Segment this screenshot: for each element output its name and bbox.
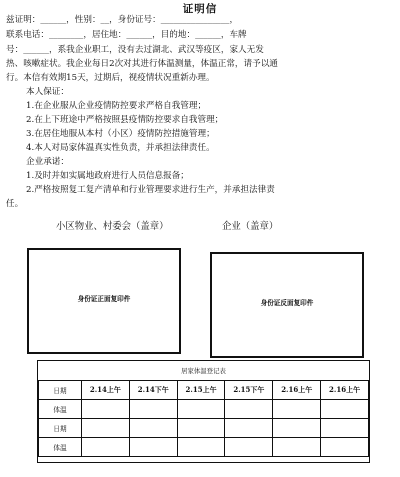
- empty-cell: [225, 400, 273, 419]
- company-seal-label: 企业（盖章）: [222, 221, 279, 232]
- empty-cell: [82, 400, 130, 419]
- row-label-date: 日期: [39, 381, 82, 400]
- empty-cell: [321, 438, 369, 457]
- table-row: [39, 381, 369, 400]
- empty-cell: [225, 419, 273, 438]
- body-line-5: 行。本信有效期15天，过期后，视疫情状况重新办理。: [6, 73, 215, 83]
- date-cell: 2.14上午: [82, 381, 130, 400]
- community-seal-label: 小区物业、村委会（盖章）: [56, 221, 169, 232]
- document-title: 证明信: [182, 3, 218, 15]
- temperature-grid: [38, 380, 369, 457]
- body-line-2: 联系电话：________，居住地：______，目的地：______，车牌: [6, 30, 247, 40]
- guarantee-item-3: 3.在居住地服从本村（小区）疫情防控措施管理；: [26, 129, 215, 139]
- empty-cell: [321, 400, 369, 419]
- empty-cell: [129, 438, 177, 457]
- empty-cell: [177, 400, 225, 419]
- guarantee-item-2: 2.在上下班途中严格按照县疫情防控要求自我管理；: [26, 115, 224, 125]
- id-back-label: 身份证反面复印件: [260, 299, 314, 307]
- table-row: [39, 438, 369, 457]
- empty-cell: [129, 419, 177, 438]
- date-cell: 2.16上午: [273, 381, 321, 400]
- empty-cell: [273, 400, 321, 419]
- commitment-item-2-cont: 任。: [6, 199, 24, 209]
- commitment-item-1: 1.及时并如实属地政府进行人员信息报备；: [26, 171, 189, 181]
- date-cell: 2.16上午: [321, 381, 369, 400]
- empty-cell: [82, 419, 130, 438]
- empty-cell: [82, 438, 130, 457]
- empty-cell: [225, 438, 273, 457]
- table-row: [39, 419, 369, 438]
- row-label-temp: 体温: [39, 400, 82, 419]
- temperature-log-table: [37, 360, 370, 463]
- empty-cell: [177, 419, 225, 438]
- table-row: [39, 400, 369, 419]
- guarantee-heading: 本人保证：: [26, 87, 69, 97]
- date-cell: 2.15上午: [177, 381, 225, 400]
- id-front-copy-box: [27, 248, 181, 354]
- commitment-item-2: 2.严格按照复工复产清单和行业管理要求进行生产，并承担法律责: [26, 185, 275, 195]
- empty-cell: [273, 419, 321, 438]
- commitment-heading: 企业承诺：: [26, 157, 69, 167]
- date-cell: 2.14下午: [129, 381, 177, 400]
- body-line-1: 兹证明：______，性别：__，身份证号：________________，: [6, 15, 239, 25]
- row-label-temp-2: 体温: [39, 438, 82, 457]
- date-cell: 2.15下午: [225, 381, 273, 400]
- row-label-date-2: 日期: [39, 419, 82, 438]
- body-line-3: 号：______，系我企业职工，没有去过湖北、武汉等疫区，家人无发: [6, 45, 264, 55]
- body-line-4: 热、咳嗽症状。我企业每日2次对其进行体温测量，体温正常，请予以通: [6, 59, 278, 69]
- empty-cell: [321, 419, 369, 438]
- table-caption: 居家体温登记表: [181, 367, 226, 375]
- empty-cell: [273, 438, 321, 457]
- empty-cell: [177, 438, 225, 457]
- guarantee-item-4: 4.本人对局家体温真实性负责，并承担法律责任。: [26, 143, 215, 153]
- guarantee-item-1: 1.在企业服从企业疫情防控要求严格自我管理；: [26, 101, 207, 111]
- id-front-label: 身份证正面复印件: [77, 295, 131, 303]
- id-back-copy-box: [210, 252, 364, 358]
- empty-cell: [129, 400, 177, 419]
